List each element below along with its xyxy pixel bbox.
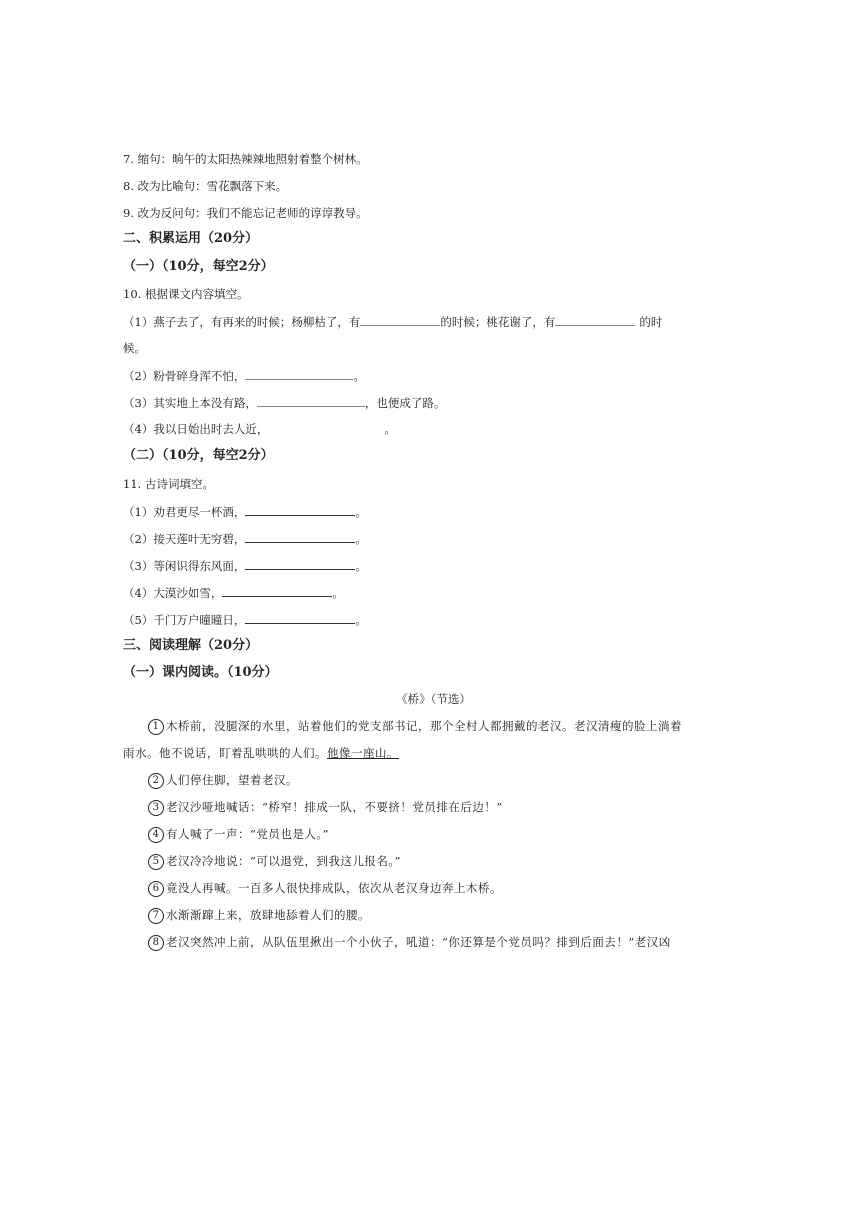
- paragraph-number: 3: [148, 800, 164, 816]
- paragraph-1-continued: 雨水。他不说话，盯着乱哄哄的人们。他像一座山。: [123, 746, 399, 760]
- paragraph-6: 6 竟没人再喊。一百多人很快排成队，依次从老汉身边奔上木桥。: [148, 880, 502, 897]
- paragraph-number: 4: [148, 827, 164, 843]
- question-10-item-4: （4）我以日始出时去人近， 。: [123, 422, 396, 436]
- answer-blank[interactable]: [245, 530, 355, 543]
- question-11: 11. 古诗词填空。: [123, 477, 214, 491]
- section-2-part-2-heading: （二）（10分，每空2分）: [123, 448, 274, 463]
- paragraph-number: 5: [148, 854, 164, 870]
- paragraph-1: 1 木桥前，没腿深的水里，站着他们的党支部书记，那个全村人都拥戴的老汉。老汉清瘦的脸上淌着: [148, 718, 682, 735]
- paragraph-number: 7: [148, 908, 164, 924]
- paragraph-number: 6: [148, 881, 164, 897]
- paragraph-4: 4 有人喊了一声：“党员也是人。”: [148, 826, 329, 843]
- paragraph-8: 8 老汉突然冲上前，从队伍里揪出一个小伙子，吼道：“你还算是个党员吗？排到后面去！”老汉凶: [148, 934, 671, 951]
- paragraph-5: 5 老汉冷冷地说：“可以退党，到我这儿报名。”: [148, 853, 401, 870]
- paragraph-number: 1: [148, 719, 164, 735]
- paragraph-number: 8: [148, 935, 164, 951]
- question-11-item-3: （3）等闲识得东风面， 。: [123, 559, 367, 573]
- question-10-item-2: （2）粉骨碎身浑不怕， 。: [123, 369, 365, 383]
- paragraph-2: 2 人们停住脚，望着老汉。: [148, 772, 298, 789]
- answer-blank[interactable]: [360, 313, 440, 326]
- question-10-item-3: （3）其实地上本没有路， ，也便成了路。: [123, 396, 446, 410]
- section-2-part-1-heading: （一）（10分，每空2分）: [123, 259, 274, 274]
- question-8: 8. 改为比喻句：雪花飘落下来。: [123, 179, 288, 193]
- question-10-item-1: （1）燕子去了，有再来的时候；杨柳枯了，有 的时候；桃花谢了，有 的时: [123, 315, 663, 329]
- answer-blank[interactable]: [245, 611, 355, 624]
- question-9: 9. 改为反问句：我们不能忘记老师的谆谆教导。: [123, 206, 368, 220]
- question-11-item-1: （1）劝君更尽一杯酒， 。: [123, 505, 367, 519]
- answer-blank[interactable]: [245, 503, 355, 516]
- question-11-item-4: （4）大漠沙如雪， 。: [123, 586, 344, 600]
- answer-blank[interactable]: [268, 421, 384, 433]
- paragraph-3: 3 老汉沙哑地喊话：“桥窄！排成一队，不要挤！党员排在后边！”: [148, 799, 503, 816]
- underlined-sentence: 他像一座山。: [327, 746, 399, 760]
- section-3-part-1-heading: （一）课内阅读。（10分）: [123, 665, 278, 680]
- question-11-item-2: （2）接天莲叶无穷碧， 。: [123, 532, 367, 546]
- paragraph-number: 2: [148, 773, 164, 789]
- answer-blank[interactable]: [245, 557, 355, 570]
- answer-blank[interactable]: [222, 584, 332, 597]
- question-10: 10. 根据课文内容填空。: [123, 287, 249, 301]
- section-3-heading: 三、阅读理解（20分）: [123, 638, 259, 653]
- question-10-item-1-continued: 候。: [123, 341, 146, 355]
- answer-blank[interactable]: [245, 367, 353, 380]
- passage-title: 《桥》（节选）: [396, 692, 471, 706]
- paragraph-7: 7 水渐渐蹿上来，放肆地舔着人们的腰。: [148, 907, 370, 924]
- question-11-item-5: （5）千门万户曈曈日， 。: [123, 613, 367, 627]
- answer-blank[interactable]: [555, 313, 635, 326]
- answer-blank[interactable]: [257, 394, 365, 407]
- question-7: 7. 缩句：晌午的太阳热辣辣地照射着整个树林。: [123, 152, 368, 166]
- section-2-heading: 二、积累运用（20分）: [123, 231, 259, 246]
